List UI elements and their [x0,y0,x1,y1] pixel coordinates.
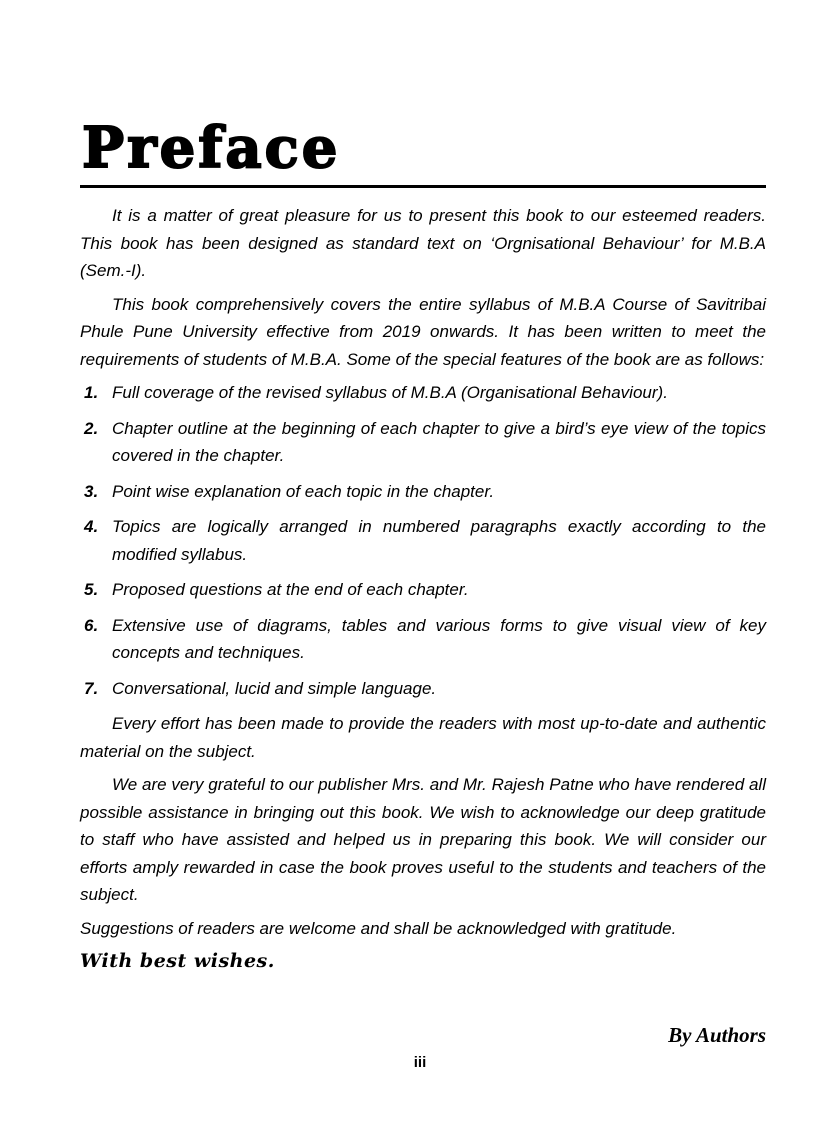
feature-text: Extensive use of diagrams, tables and various forms to give visual view of key concepts and techniques. [112,615,766,662]
feature-text: Point wise explanation of each topic in the chapter. [112,481,495,501]
best-wishes-line: With best wishes. [80,950,275,972]
feature-text: Topics are logically arranged in numbered paragraphs exactly according to the modified syllabus. [112,517,766,564]
effort-paragraph: Every effort has been made to provide the readers with most up-to-date and authentic material on the subject. [80,714,766,761]
suggestions-paragraph: Suggestions of readers are welcome and shall be acknowledged with gratitude. [80,918,677,938]
feature-number: 5. [84,580,99,599]
feature-item-2 [80,415,766,470]
feature-item-3 [80,478,766,506]
feature-text: Chapter outline at the beginning of each chapter to give a bird’s eye view of the topics covered in the chapter. [112,418,766,465]
feature-text: Conversational, lucid and simple language. [112,678,437,698]
feature-item-1 [80,379,766,407]
feature-item-5 [80,576,766,604]
feature-number: 1. [84,383,99,402]
grateful-paragraph: We are very grateful to our publisher Mrs. and Mr. Rajesh Patne who have rendered all possible assistance in bringing out this book. We wish to acknowledge our deep gratitude to staff who have assisted and helped us in preparing this book. We will consider our efforts amply rewarded in case the book proves useful to the students and teachers of the subject. [80,775,766,904]
page-number: iii [413,1053,427,1071]
feature-number: 6. [84,615,99,635]
feature-text: Proposed questions at the end of each chapter. [112,580,469,599]
feature-number: 4. [84,517,99,536]
page-title: Preface [82,115,341,181]
feature-item-4 [80,513,766,568]
title-rule [80,185,766,188]
intro-paragraph-2: This book comprehensively covers the entire syllabus of M.B.A Course of Savitribai Phule Pune University effective from 2019 onwards. It has been written to meet the requirements of students of M.B.A. Some of the special features of the book are as follows: [80,294,766,369]
feature-item-6 [80,612,766,667]
feature-text: Full coverage of the revised syllabus of M.B.A (Organisational Behaviour). [112,383,668,402]
feature-item-7 [80,675,766,703]
feature-list [80,379,766,702]
feature-number: 2. [84,418,99,438]
feature-number: 7. [84,678,99,698]
feature-number: 3. [84,481,99,501]
authors-byline: By Authors [668,1022,766,1047]
intro-paragraph-1: It is a matter of great pleasure for us to present this book to our esteemed readers. This book has been designed as standard text on ‘Orgnisational Behaviour’ for M.B.A (Sem.-I). [80,206,766,280]
